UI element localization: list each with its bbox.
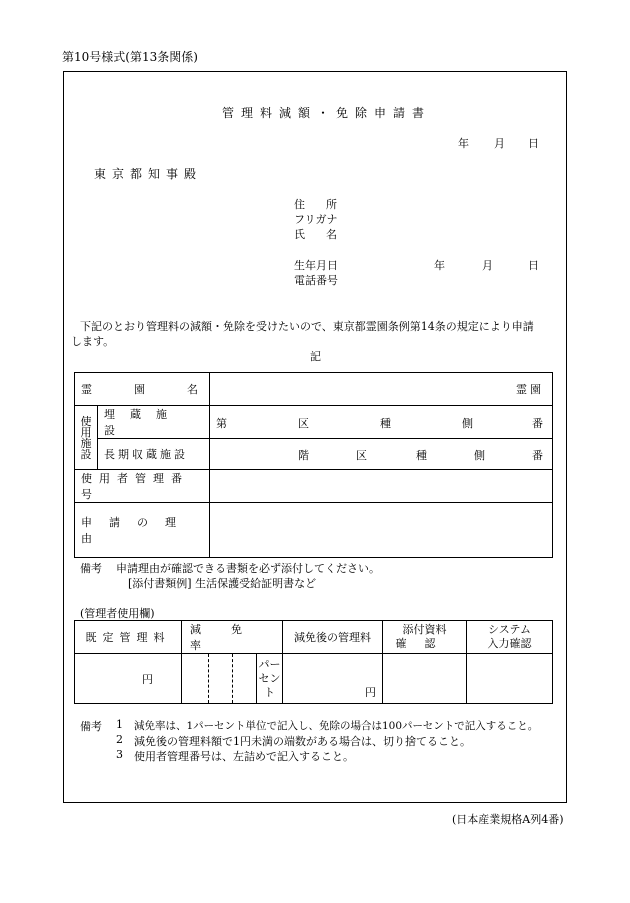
user-number-label: 使用者管理番号 (81, 472, 189, 501)
rate-unit-3: ト (264, 685, 275, 699)
cemetery-label-text: 霊園名 (81, 383, 240, 396)
note-text-3: 使用者管理番号は、左詰めで記入すること。 (134, 750, 354, 763)
rate-unit-2: セン (258, 671, 281, 685)
facility-group-label: 使用施設 (80, 414, 92, 461)
burial-ban: 番 (532, 417, 543, 430)
footer-note: (日本産業規格A列4番) (452, 813, 564, 826)
notes-label: 備考 (80, 720, 102, 733)
rate-unit (257, 654, 283, 704)
date-month: 月 (494, 137, 505, 150)
body-text-2: します。 (71, 335, 115, 348)
cemetery-input[interactable] (210, 373, 553, 406)
col-system-line2: 入力確認 (487, 637, 532, 650)
col-docs-line1: 添付資料 (402, 623, 447, 636)
form-title: 管理料減額・免除申請書 (222, 106, 432, 120)
cemetery-label-cell (75, 373, 240, 406)
col-docs (383, 621, 467, 654)
storage-label-cell (98, 439, 210, 470)
facility-group-cell (75, 406, 98, 470)
admin-caption: (管理者使用欄) (80, 607, 155, 620)
phone-label: 電話番号 (294, 274, 338, 287)
storage-ku: 区 (356, 449, 367, 462)
storage-gawa: 側 (474, 449, 485, 462)
form-number: 第10号様式(第13条関係) (62, 50, 198, 64)
col-after-label: 減免後の管理料 (294, 631, 371, 644)
ki-label: 記 (310, 350, 321, 363)
fixed-fee-input[interactable] (75, 654, 182, 704)
burial-ku: 区 (298, 417, 309, 430)
note-line-2: [添付書類例] 生活保護受給証明書など (128, 577, 317, 590)
birthdate-label: 生年月日 (294, 259, 338, 272)
date-day: 日 (528, 137, 539, 150)
burial-label-cell (98, 406, 210, 439)
col-fixed-fee (75, 621, 182, 654)
reason-input[interactable] (210, 503, 553, 558)
name-label: 氏名 (294, 228, 358, 241)
rate-digit-2[interactable] (209, 654, 233, 704)
cemetery-label (81, 381, 240, 397)
col-fixed-fee-label: 既定管理料 (85, 631, 171, 644)
rate-unit-1: パー (258, 657, 281, 671)
col-system-line1: システム (488, 623, 531, 636)
fixed-fee-yen: 円 (142, 672, 153, 686)
after-fee-input[interactable] (283, 654, 383, 704)
addressee: 東京都知事殿 (94, 167, 203, 181)
date-year: 年 (458, 137, 469, 150)
storage-shu: 種 (416, 449, 427, 462)
rate-digit-1[interactable] (182, 654, 209, 704)
burial-gawa: 側 (462, 417, 473, 430)
cemetery-suffix: 霊園 (516, 383, 544, 396)
docs-check[interactable] (383, 654, 467, 704)
main-table (74, 372, 553, 558)
burial-shu: 種 (380, 417, 391, 430)
note-num-3: 3 (116, 748, 123, 761)
birth-day: 日 (528, 259, 539, 272)
note-text-2: 減免後の管理料額で1円未満の端数がある場合は、切り捨てること。 (134, 735, 471, 748)
admin-table (74, 620, 553, 704)
burial-label: 埋蔵施設 (104, 408, 182, 437)
note-num-1: 1 (116, 718, 123, 731)
col-docs-line2: 確認 (395, 637, 454, 650)
rate-digit-3[interactable] (233, 654, 257, 704)
storage-ban: 番 (532, 449, 543, 462)
col-after (283, 621, 383, 654)
note-text-1: 減免率は、1パーセント単位で記入し、免除の場合は100パーセントで記入すること。 (134, 720, 539, 732)
system-check[interactable] (467, 654, 553, 704)
note-label: 備考 (80, 562, 102, 575)
storage-kai: 階 (298, 449, 309, 462)
note-num-2: 2 (116, 733, 123, 746)
furigana-label: フリガナ (294, 213, 338, 226)
storage-label: 長期収蔵施設 (104, 448, 188, 461)
body-text-1: 下記のとおり管理料の減額・免除を受けたいので、東京都霊園条例第14条の規定により申請 (80, 320, 534, 333)
note-line-1: 申請理由が確認できる書類を必ず添付してください。 (116, 562, 380, 575)
storage-input[interactable] (210, 439, 553, 470)
after-fee-yen: 円 (365, 686, 376, 699)
reason-label-cell (75, 503, 210, 558)
user-number-label-cell (75, 470, 210, 503)
col-system (467, 621, 553, 654)
birth-month: 月 (482, 259, 493, 272)
burial-dai: 第 (216, 417, 227, 430)
col-rate-label: 減免率 (190, 623, 272, 652)
burial-input[interactable] (210, 406, 553, 439)
user-number-input[interactable] (210, 470, 553, 503)
col-rate (182, 621, 283, 654)
address-label: 住所 (294, 198, 358, 211)
birth-year: 年 (434, 259, 445, 272)
reason-label: 申請の理由 (81, 516, 193, 545)
